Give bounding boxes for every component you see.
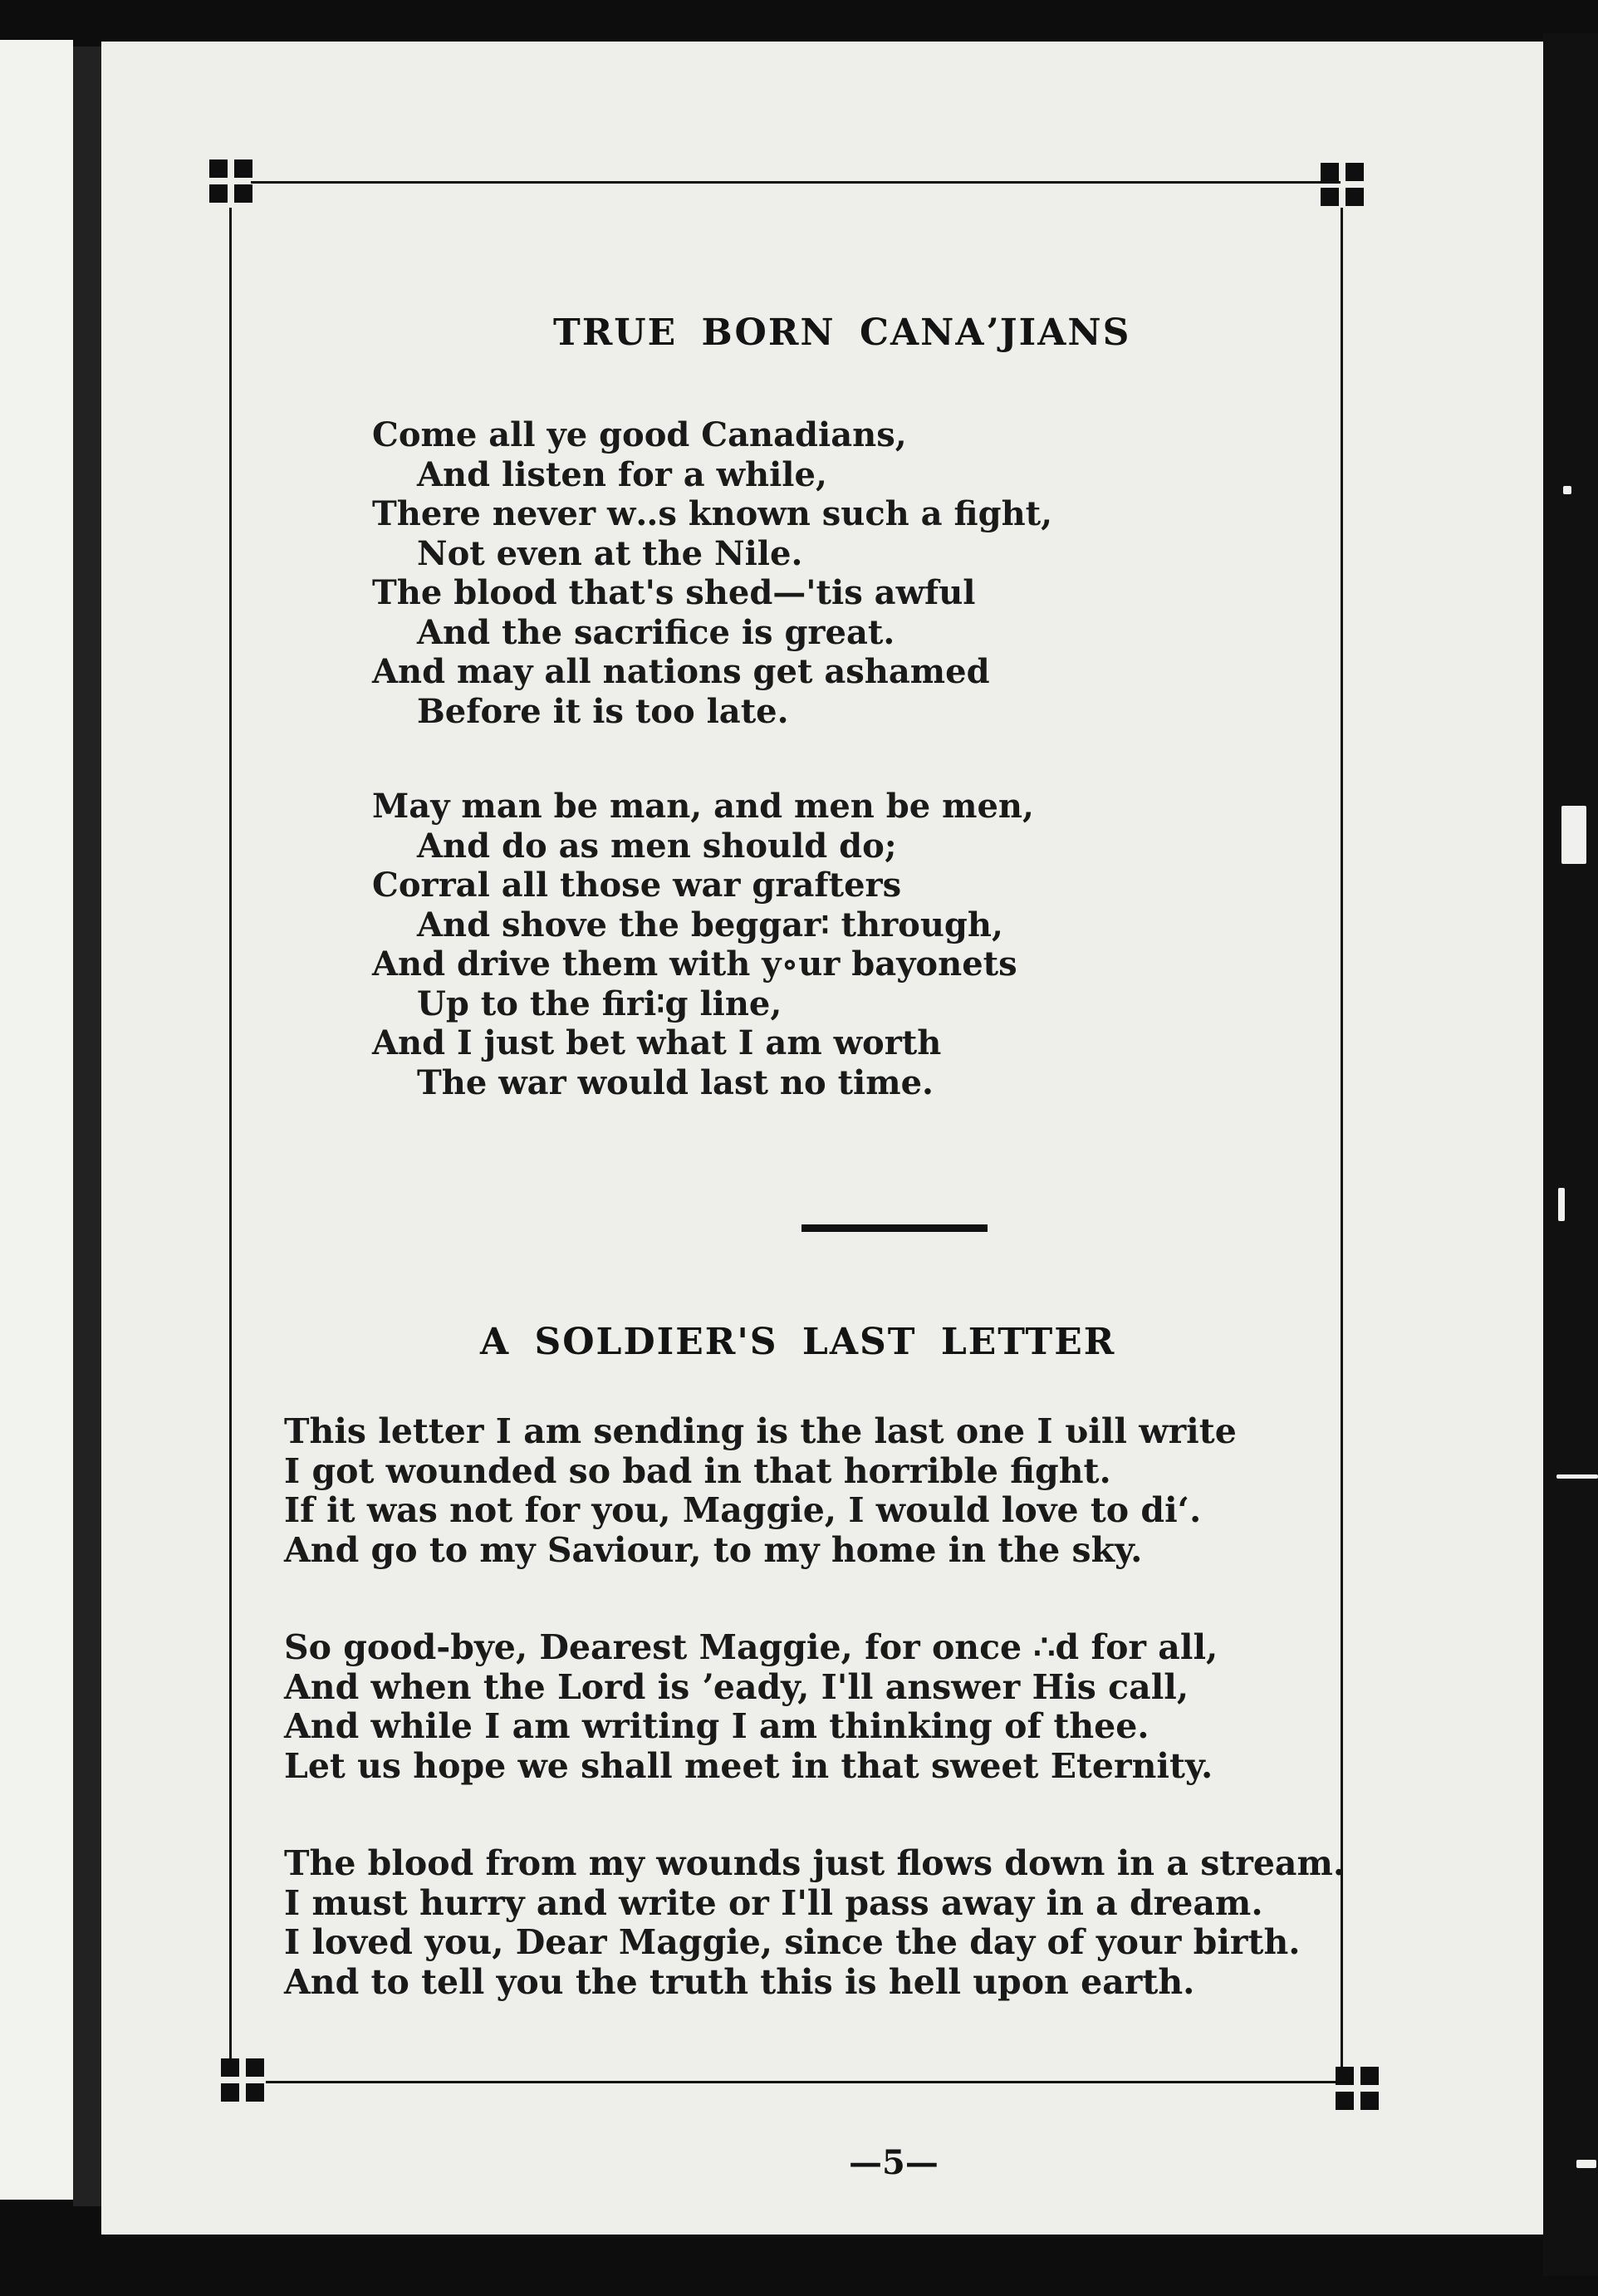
page <box>101 42 1543 2235</box>
book-spine <box>73 47 101 2206</box>
poem-line: If it was not for you, Maggie, I would love to di‘. <box>284 1490 1202 1530</box>
poem-line: And drive them with y∘ur bayonets <box>372 944 1017 984</box>
poem-line: I loved you, Dear Maggie, since the day of your birth. <box>284 1922 1301 1962</box>
poem-stanzas <box>372 415 1052 1102</box>
poem-line: And while I am writing I am thinking of thee. <box>284 1706 1149 1746</box>
frame-left-rule <box>229 208 232 2072</box>
poem-line: And I just bet what I am worth <box>372 1023 942 1062</box>
page-number: —5— <box>849 2143 939 2182</box>
poem-line: And when the Lord is ʼeady, I'll answer His call, <box>284 1666 1189 1707</box>
poem-stanzas <box>284 1412 1345 2002</box>
corner-ornament-bottom-left <box>221 2058 266 2103</box>
section-divider <box>801 1224 988 1232</box>
poem-line: Corral all those war grafters <box>372 866 902 905</box>
poem-line: And do as men should do; <box>417 826 897 866</box>
frame-top-rule <box>251 181 1341 184</box>
poem-line: May man be man, and men be men, <box>372 787 1034 826</box>
poem-line: Up to the firi∶g line, <box>417 984 782 1023</box>
poem-line: And may all nations get ashamed <box>372 652 990 691</box>
poem-line: Let us hope we shall meet in that sweet Eternity. <box>284 1745 1213 1786</box>
poem-line: The war would last no time. <box>417 1062 934 1102</box>
poem-line: And the sacrifice is great. <box>417 612 895 652</box>
poem-line: I must hurry and write or I'll pass away in a dream. <box>284 1882 1263 1923</box>
poem-title: A SOLDIER'S LAST LETTER <box>480 1321 1116 1363</box>
poem-title: TRUE BORN CANAʼJIANS <box>553 312 1131 354</box>
poem-line: So good-bye, Dearest Maggie, for once ∴d for all, <box>284 1627 1218 1667</box>
poem-line: Come all ye good Canadians, <box>372 415 907 454</box>
corner-ornament-bottom-right <box>1336 2067 1380 2112</box>
poem-line: And to tell you the truth this is hell upon earth. <box>284 1961 1195 2002</box>
poem-line: There never w‥s known such a fight, <box>372 494 1053 533</box>
poem-line: And shove the beggar∶ through, <box>417 905 1003 944</box>
poem-line: This letter I am sending is the last one I ʋill write <box>284 1411 1237 1451</box>
poem-line: And go to my Saviour, to my home in the sky. <box>284 1529 1143 1570</box>
poem-line: The blood that's shed—'tis awful <box>372 573 976 612</box>
scan-border <box>1543 33 1598 2276</box>
corner-ornament-top-right <box>1321 163 1365 208</box>
poem-line: I got wounded so bad in that horrible fight. <box>284 1450 1111 1491</box>
frame-bottom-rule <box>266 2081 1344 2083</box>
poem-line: Before it is too late. <box>417 691 789 731</box>
corner-ornament-top-left <box>209 159 254 204</box>
facing-page-edge <box>0 40 73 2200</box>
poem-line: And listen for a while, <box>417 454 827 494</box>
poem-line: The blood from my wounds just flows down in a stream. <box>284 1843 1346 1883</box>
poem-line: Not even at the Nile. <box>417 533 803 573</box>
